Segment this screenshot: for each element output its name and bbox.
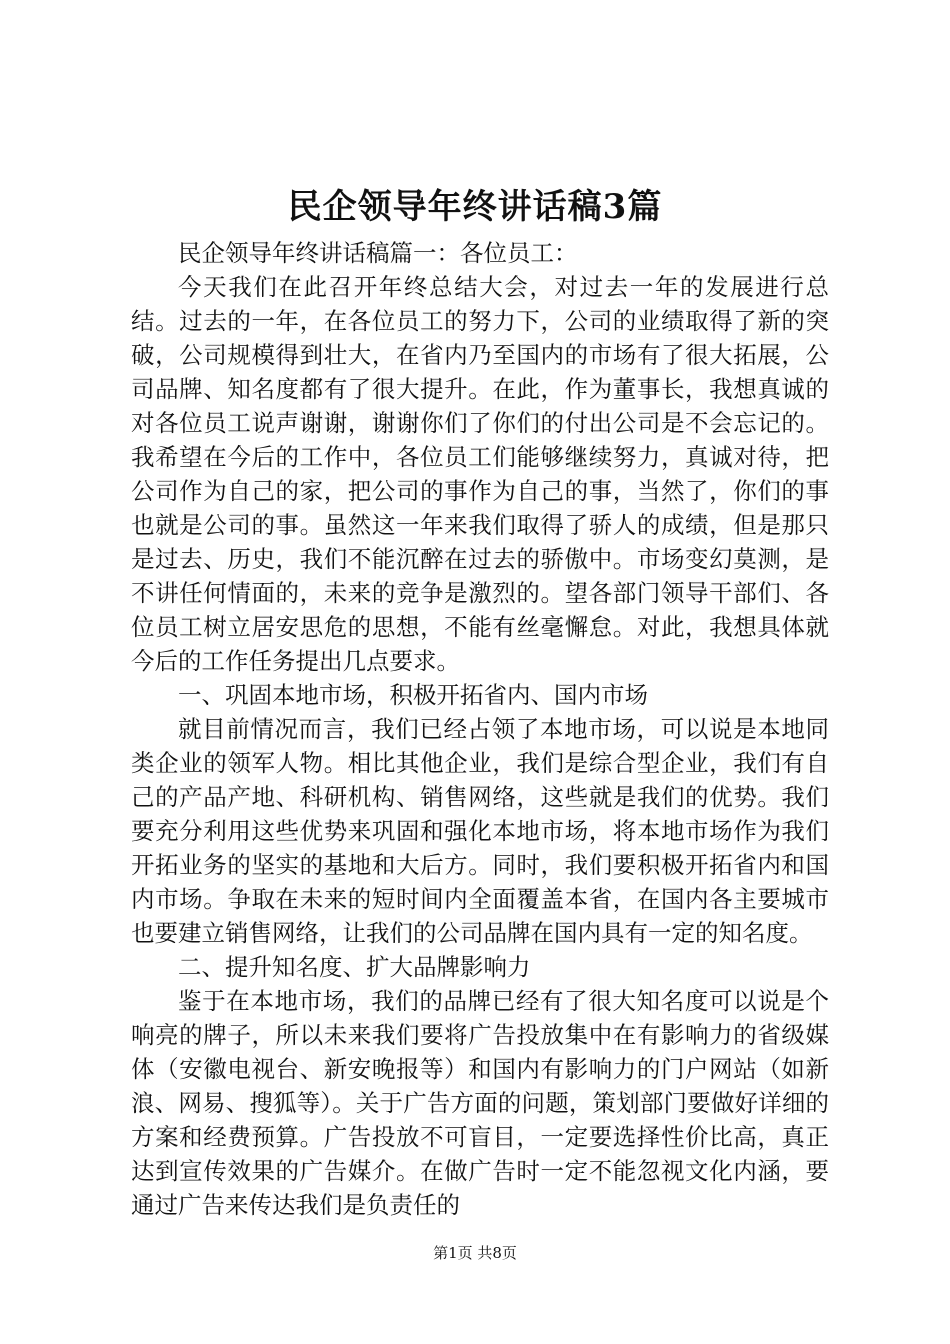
document-title: 民企领导年终讲话稿3篇 <box>287 187 663 227</box>
page-number-footer: 第1页 共8页 <box>433 1244 517 1262</box>
document-body <box>131 236 829 1222</box>
section-2-paragraph: 鉴于在本地市场，我们的品牌已经有了很大知名度可以说是个响亮的牌子，所以未来我们要将广告投放集中在有影响力的省级媒体（安徽电视台、新安晚报等）和国内有影响力的门户网站（如新浪、网易、搜狐等）。关于广告方面的问题，策划部门要做好详细的方案和经费预算。广告投放不可盲目，一定要选择性价比高，真正达到宣传效果的广告媒介。在做广告时一定不能忽视文化内涵，要通过广告来传达我们是负责任的 <box>131 987 829 1219</box>
section-heading-2: 二、提升知名度、扩大品牌影响力 <box>178 953 531 981</box>
salutation-paragraph: 民企领导年终讲话稿篇一：各位员工： <box>178 239 578 267</box>
intro-paragraph: 今天我们在此召开年终总结大会，对过去一年的发展进行总结。过去的一年，在各位员工的努力下，公司的业绩取得了新的突破，公司规模得到壮大，在省内乃至国内的市场有了很大拓展，公司品牌、知名度都有了很大提升。在此，作为董事长，我想真诚的对各位员工说声谢谢，谢谢你们了你们的付出公司是不会忘记的。我希望在今后的工作中，各位员工们能够继续努力，真诚对待，把公司作为自己的家，把公司的事作为自己的事，当然了，你们的事也就是公司的事。虽然这一年来我们取得了骄人的成绩，但是那只是过去、历史，我们不能沉醉在过去的骄傲中。市场变幻莫测，是不讲任何情面的，未来的竞争是激烈的。望各部门领导干部们、各位员工树立居安思危的思想，不能有丝毫懈怠。对此，我想具体就今后的工作任务提出几点要求。 <box>131 273 829 675</box>
section-heading-1: 一、巩固本地市场，积极开拓省内、国内市场 <box>178 681 648 709</box>
section-1-paragraph: 就目前情况而言，我们已经占领了本地市场，可以说是本地同类企业的领军人物。相比其他企业，我们是综合型企业，我们有自己的产品产地、科研机构、销售网络，这些就是我们的优势。我们要充分利用这些优势来巩固和强化本地市场，将本地市场作为我们开拓业务的坚实的基地和大后方。同时，我们要积极开拓省内和国内市场。争取在未来的短时间内全面覆盖本省，在国内各主要城市也要建立销售网络，让我们的公司品牌在国内具有一定的知名度。 <box>131 715 829 947</box>
